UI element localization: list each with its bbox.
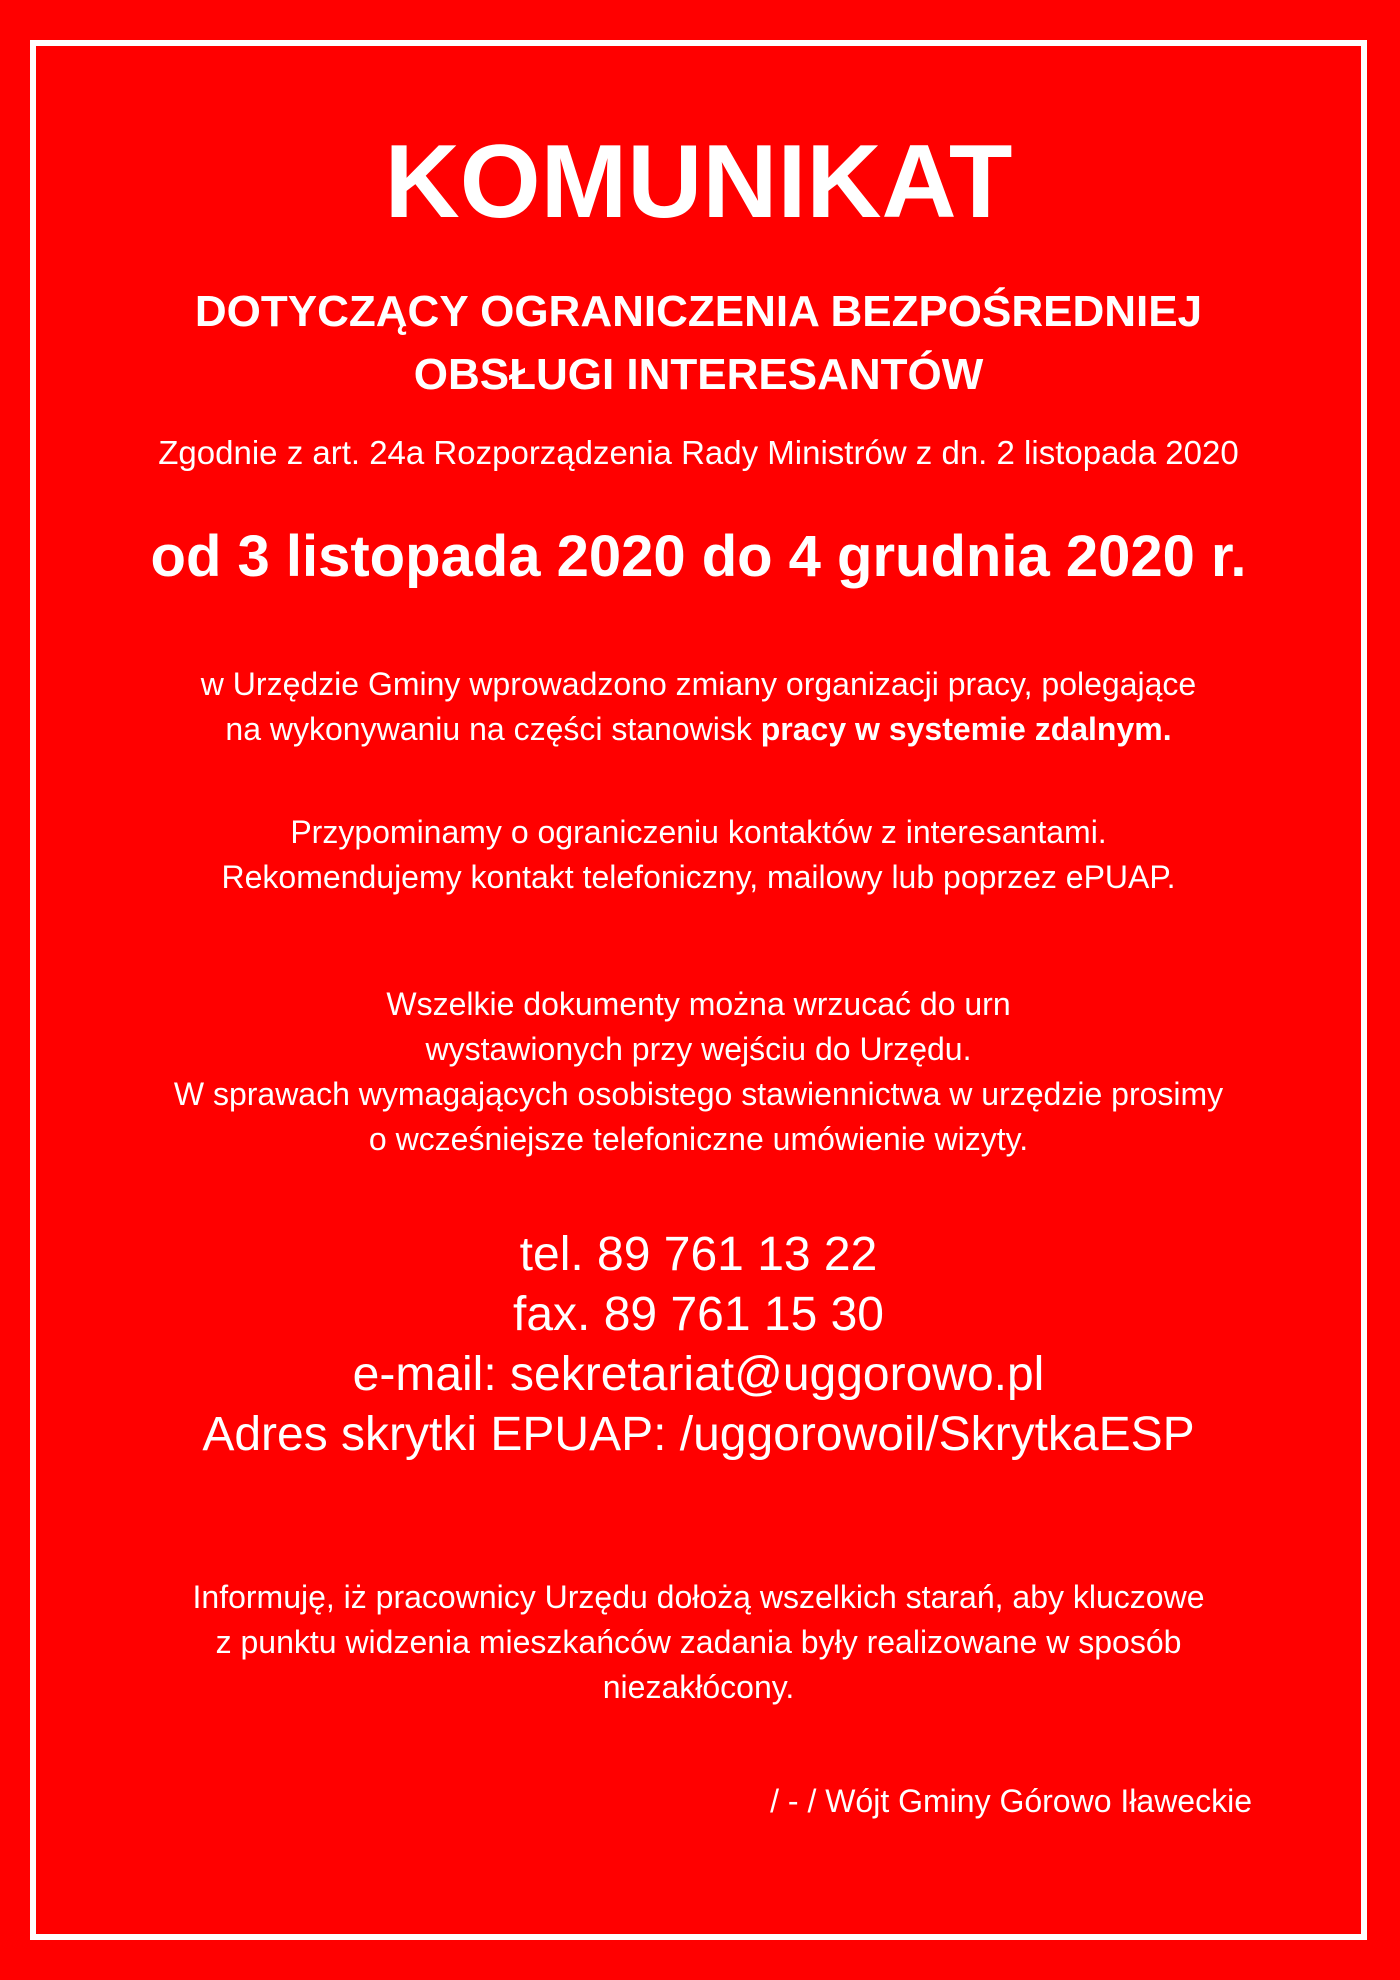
contact-reminder-paragraph (30, 810, 1367, 900)
remote-work-line-2 (30, 707, 1367, 752)
remote-work-paragraph (30, 662, 1367, 752)
notice-content (30, 40, 1367, 1940)
contact-reminder-line-1: Przypominamy o ograniczeniu kontaktów z interesantami. (290, 814, 1107, 850)
closing-paragraph (30, 1575, 1367, 1710)
documents-line-1: Wszelkie dokumenty można wrzucać do urn (386, 986, 1011, 1022)
signature: / - / Wójt Gminy Górowo Iławeckie (770, 1783, 1252, 1819)
closing-line-2: z punktu widzenia mieszkańców zadania były realizowane w sposób (215, 1624, 1182, 1660)
closing-line-3: niezakłócony. (602, 1669, 795, 1705)
fax-number: fax. 89 761 15 30 (513, 1288, 884, 1341)
contact-block (30, 1225, 1367, 1465)
contact-reminder-line-2: Rekomendujemy kontakt telefoniczny, mailowy lub poprzez ePUAP. (221, 859, 1176, 895)
documents-line-3: W sprawach wymagających osobistego stawiennictwa w urzędzie prosimy (173, 1076, 1224, 1112)
documents-line-4: o wcześniejsze telefoniczne umówienie wizyty. (368, 1121, 1029, 1157)
notice-title: KOMUNIKAT (384, 124, 1013, 240)
documents-paragraph (30, 982, 1367, 1162)
documents-line-2: wystawionych przy wejściu do Urzędu. (425, 1031, 972, 1067)
subtitle-line-2: OBSŁUGI INTERESANTÓW (413, 350, 984, 399)
legal-basis: Zgodnie z art. 24a Rozporządzenia Rady Ministrów z dn. 2 listopada 2020 (158, 434, 1239, 471)
subtitle-line-1: DOTYCZĄCY OGRANICZENIA BEZPOŚREDNIEJ (194, 287, 1203, 336)
notice-subtitle (30, 280, 1367, 406)
epuap-address: Adres skrytki EPUAP: /uggorowoil/SkrytkaESP (202, 1408, 1195, 1461)
remote-work-line-1: w Urzędzie Gminy wprowadzono zmiany organizacji pracy, polegające (200, 666, 1197, 702)
closing-line-1: Informuję, iż pracownicy Urzędu dołożą wszelkich starań, aby kluczowe (192, 1579, 1205, 1615)
date-range: od 3 listopada 2020 do 4 grudnia 2020 r. (150, 524, 1247, 589)
remote-work-line-2-text: na wykonywaniu na części stanowisk (225, 711, 761, 747)
phone-number: tel. 89 761 13 22 (519, 1228, 878, 1281)
remote-work-emphasis: pracy w systemie zdalnym. (760, 711, 1172, 747)
email-address: e-mail: sekretariat@uggorowo.pl (352, 1348, 1045, 1401)
